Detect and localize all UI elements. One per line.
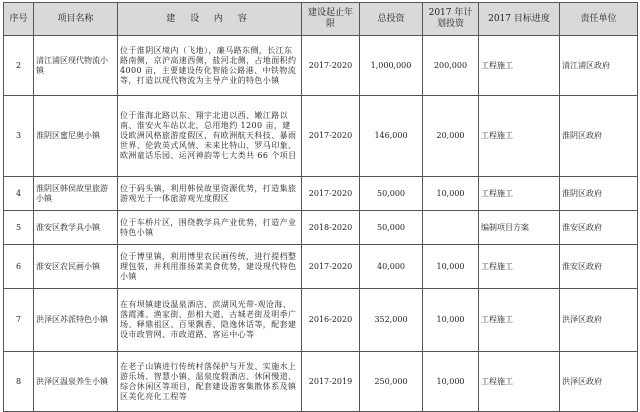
- cell-no: 4: [4, 177, 34, 211]
- cell-total: 250,000: [360, 352, 423, 412]
- cell-content: 在老子山镇进行传统村落保护与开发、实施水上游乐场、智慧小镇、温泉度假酒店、休闲慢道、综合休闲区等项目，配套建设游客集散体系及镇区美化亮化工程等: [118, 352, 302, 412]
- cell-content: 位于淮阴区境内（飞地），廉马路东侧，长江东路南侧，京沪高速西侧，盐河北侧，占地面积约 4000 亩，主要建设传化智能公路港、中铁物流等，打造以现代物流为主导产业的特色小镇: [118, 36, 302, 96]
- cell-target: 工程施工: [479, 289, 560, 352]
- table-row: [4, 211, 638, 245]
- cell-period: 2017-2020: [302, 96, 360, 177]
- header-name: 项目名称: [34, 3, 118, 36]
- cell-name: 洪泽区苏派特色小镇: [34, 289, 118, 352]
- cell-no: 6: [4, 245, 34, 289]
- cell-no: 8: [4, 352, 34, 412]
- cell-period: 2016-2020: [302, 289, 360, 352]
- header-row: [4, 3, 638, 36]
- cell-content: 位于淮海北路以东、翔宇北道以西、嫩江路以南、淮安火车站以北，总用地约 1200 亩，建设欧洲风格旅游度假区，有欧洲航天科技、暴雨世界、伦敦英式风情、未来比特山、罗马印象、欧洲童话乐园、运河神韵等七大类共 66 个项目: [118, 96, 302, 177]
- cell-name: 淮安区农民画小镇: [34, 245, 118, 289]
- cell-name: 清江浦区现代物流小镇: [34, 36, 118, 96]
- cell-no: 2: [4, 36, 34, 96]
- cell-unit: 淮阴区政府: [560, 177, 638, 211]
- cell-total: 50,000: [360, 211, 423, 245]
- header-content: 建 设 内 容: [118, 3, 302, 36]
- header-target-2017: 2017 目标进度: [479, 3, 560, 36]
- cell-plan: 200,000: [423, 36, 479, 96]
- cell-total: 146,000: [360, 96, 423, 177]
- cell-total: 352,000: [360, 289, 423, 352]
- project-table: [3, 2, 638, 412]
- cell-content: 位于车桥片区，围绕教学具产业优势，打造产业特色小镇: [118, 211, 302, 245]
- cell-total: 40,000: [360, 245, 423, 289]
- cell-content: 位于码头镇，利用韩侯故里资源优势，打造集旅游观光于一体旅游观光度假区: [118, 177, 302, 211]
- cell-unit: 淮安区政府: [560, 245, 638, 289]
- cell-content: 在有坝镇建设温泉酒店、滨湖风光带-观沧海、落霞滩、渔家街、彭相大道、古城老街及明季广场、释鼎祖区、百果飘香、隐逸休话等，配套建设市政管网、市政道路、客运中心等: [118, 289, 302, 352]
- project-table-container: [3, 2, 637, 408]
- cell-target: 工程施工: [479, 245, 560, 289]
- cell-no: 3: [4, 96, 34, 177]
- cell-unit: 洪泽区政府: [560, 289, 638, 352]
- cell-total: 50,000: [360, 177, 423, 211]
- cell-period: 2018-2020: [302, 211, 360, 245]
- cell-plan: 10,000: [423, 245, 479, 289]
- table-row: [4, 96, 638, 177]
- cell-plan: [423, 211, 479, 245]
- cell-period: 2017-2019: [302, 352, 360, 412]
- cell-period: 2017-2020: [302, 245, 360, 289]
- cell-plan: 10,000: [423, 289, 479, 352]
- table-row: [4, 352, 638, 412]
- cell-name: 淮阴区蜜尼奥小镇: [34, 96, 118, 177]
- cell-unit: 洪泽区政府: [560, 352, 638, 412]
- cell-no: 5: [4, 211, 34, 245]
- header-no: 序号: [4, 3, 34, 36]
- cell-target: 工程施工: [479, 352, 560, 412]
- cell-unit: 淮阴区政府: [560, 96, 638, 177]
- table-row: [4, 289, 638, 352]
- cell-plan: 10,000: [423, 352, 479, 412]
- cell-target: 工程施工: [479, 36, 560, 96]
- cell-no: 7: [4, 289, 34, 352]
- header-period: 建设起止年限: [302, 3, 360, 36]
- cell-period: 2017-2020: [302, 177, 360, 211]
- cell-target: 编制项目方案: [479, 211, 560, 245]
- cell-content: 位于博里镇，利用博里农民画传统，进行提档整理包装，并利用淮扬菜美食优势，建设现代特色小镇: [118, 245, 302, 289]
- table-row: [4, 36, 638, 96]
- cell-name: 淮安区教学具小镇: [34, 211, 118, 245]
- cell-unit: 淮安区政府: [560, 211, 638, 245]
- header-total: 总投资: [360, 3, 423, 36]
- header-unit: 责任单位: [560, 3, 638, 36]
- cell-target: 工程施工: [479, 177, 560, 211]
- cell-period: 2017-2020: [302, 36, 360, 96]
- table-row: [4, 245, 638, 289]
- cell-target: 工程施工: [479, 96, 560, 177]
- table-row: [4, 177, 638, 211]
- header-plan-2017: 2017 年计划投资: [423, 3, 479, 36]
- cell-total: 1,000,000: [360, 36, 423, 96]
- cell-unit: 清江浦区政府: [560, 36, 638, 96]
- cell-plan: 10,000: [423, 177, 479, 211]
- cell-plan: 20,000: [423, 96, 479, 177]
- cell-name: 洪泽区温泉养生小镇: [34, 352, 118, 412]
- cell-name: 淮阴区韩侯故里旅游小镇: [34, 177, 118, 211]
